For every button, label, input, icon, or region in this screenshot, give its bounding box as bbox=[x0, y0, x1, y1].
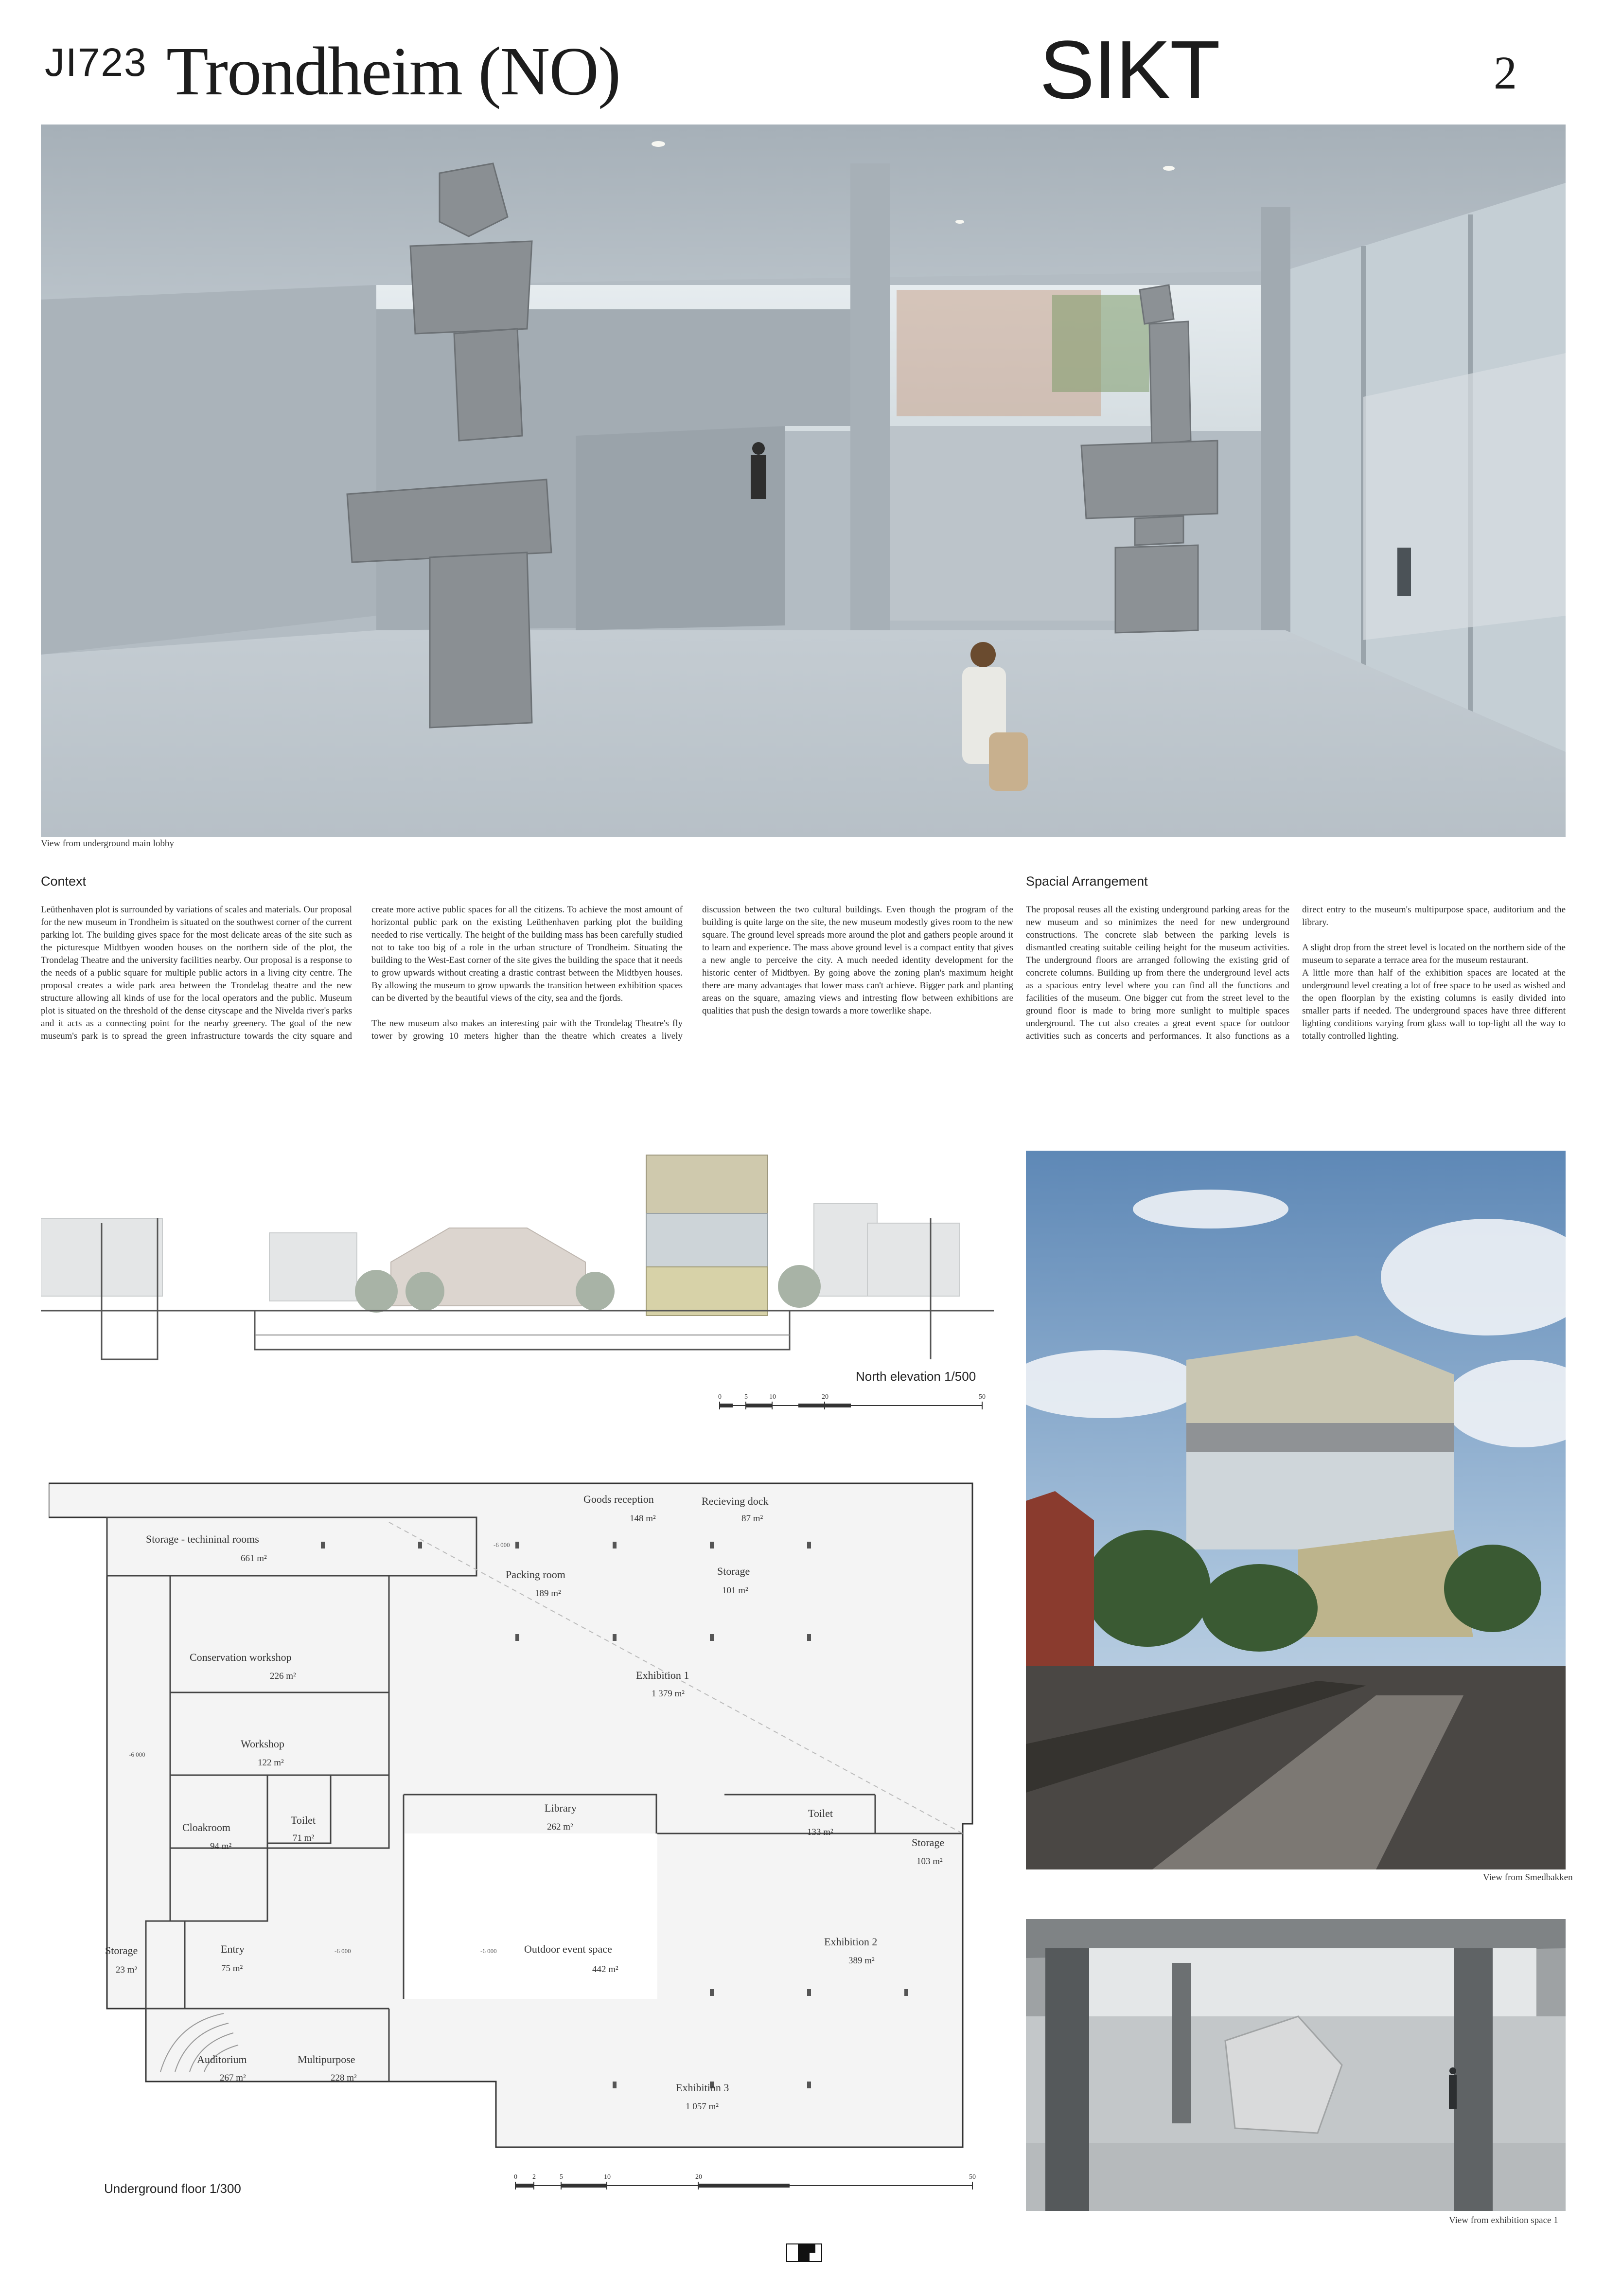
project-name: SIKT bbox=[1040, 24, 1219, 116]
room-area: 267 m² bbox=[220, 2073, 246, 2083]
exhibition-render bbox=[1026, 1919, 1566, 2211]
project-code: JI723 bbox=[45, 40, 147, 85]
scale-tick: 20 bbox=[695, 2173, 702, 2181]
room-area: 23 m² bbox=[116, 1965, 138, 1975]
context-title: Context bbox=[41, 874, 87, 889]
page-number: 2 bbox=[1494, 47, 1517, 99]
room-label: Recieving dock bbox=[702, 1495, 769, 1507]
room-label: Storage - techininal rooms bbox=[146, 1533, 259, 1545]
room-area: 661 m² bbox=[241, 1553, 267, 1564]
room-area: 228 m² bbox=[331, 2073, 357, 2083]
scale-tick: 50 bbox=[979, 1393, 986, 1401]
scale-tick: 20 bbox=[822, 1393, 828, 1401]
scale-tick: 0 bbox=[514, 2173, 517, 2181]
level-marker: -6 000 bbox=[494, 1541, 510, 1548]
room-area: 133 m² bbox=[807, 1827, 833, 1837]
lobby-render bbox=[41, 125, 1566, 837]
context-text bbox=[41, 904, 1013, 1079]
level-marker: -6 000 bbox=[480, 1947, 497, 1955]
project-title: Trondheim (NO) bbox=[166, 33, 620, 109]
room-area: 442 m² bbox=[592, 1964, 618, 1975]
spatial-paragraph: A slight drop from the street level is located on the northern side of the museum to separate a terrace area for the museum restaurant. bbox=[1302, 943, 1566, 965]
room-label: Goods reception bbox=[583, 1493, 654, 1505]
room-label: Auditorium bbox=[197, 2053, 247, 2065]
room-area: 94 m² bbox=[210, 1841, 232, 1851]
room-label: Storage bbox=[717, 1565, 750, 1577]
room-area: 148 m² bbox=[630, 1513, 656, 1524]
spatial-paragraph: The proposal reuses all the existing underground parking areas for the new museum and so minimizes the need for new underground constructions. The concrete slab between the parking levels is dismantled creating suitable ceiling height for the museum activities. The underground floors are arranged following the existing grid of concrete columns. Building up from there the underground level acts as a spacious entry level where you can find all the functions and facilities of the museum. One bigger cut from the street level to the ground floor is made to bring more sunlight to multiple spaces underground. The cut also creates a great event space for outdoor activities such as concerts and performances. It also functions as a direct entry to the museum's multipurpose space, auditorium and the library. bbox=[1026, 905, 1566, 1041]
room-label: Outdoor event space bbox=[524, 1943, 612, 1955]
exhibition-caption: View from exhibition space 1 bbox=[1449, 2215, 1558, 2225]
lobby-caption: View from underground main lobby bbox=[41, 838, 174, 849]
room-area: 122 m² bbox=[258, 1758, 284, 1768]
room-area: 75 m² bbox=[221, 1963, 243, 1974]
room-label: Exhibition 2 bbox=[824, 1936, 878, 1948]
north-arrow-icon bbox=[786, 2243, 822, 2262]
room-area: 189 m² bbox=[535, 1588, 561, 1599]
north-elevation-drawing bbox=[41, 1145, 994, 1388]
elevation-label: North elevation 1/500 bbox=[856, 1369, 976, 1384]
room-label: Conservation workshop bbox=[190, 1651, 292, 1663]
room-label: Cloakroom bbox=[182, 1821, 230, 1833]
scale-tick: 5 bbox=[744, 1393, 748, 1401]
context-paragraph: Leüthenhaven plot is surrounded by variations of scales and materials. Our proposal for the new museum in Trondheim is situated on the southwest corner of the current parking lot. The building gives space for the most delicate areas of the site such as the picturesque Midtbyen wooden houses on the northern side of the plot, the Trondelag Theatre and the university facilities nearby. Our proposal is a response to the needs of a public square for multiple public actors in a living city centre. The proposal creates a wide park area between the Trondelag theatre and the new structure allowing all kinds of use for the local operators and the public. Museum plot is situated on the threshold of the dense cityscape and the Nivelda river's parks and it acts as a connecting point for the nearby greenery. The goal of the new museum's park is to spread the green infrastructure towards the city square and create more active public spaces for all the citizens. To achieve the most amount of horizontal public park on the existing Leüthenhaven parking plot the building needed to rise vertically. The height of the building mass has been carefully studied not to take too big of a role in the urban structure of Trondheim. Situating the building to the West-East corner of the site gives the building the space that it needs to grow upwards without creating a drastic contrast between the Midtbyen houses. By allowing the museum to grow upwards the transition between exhibition spaces can be diverted by the beautiful views of the city, sea and the fjords. bbox=[41, 905, 683, 1041]
room-label: Workshop bbox=[241, 1738, 284, 1750]
room-area: 262 m² bbox=[547, 1822, 573, 1832]
room-label: Exhibition 3 bbox=[676, 2082, 729, 2094]
exterior-render bbox=[1026, 1151, 1566, 1869]
scale-tick: 50 bbox=[969, 2173, 976, 2181]
room-label: Packing room bbox=[506, 1568, 565, 1581]
plan-scale-bar bbox=[506, 2169, 982, 2198]
exterior-caption: View from Smedbakken bbox=[1483, 1872, 1573, 1883]
elevation-scale-bar bbox=[710, 1391, 992, 1420]
room-area: 1 057 m² bbox=[686, 2101, 719, 2112]
room-area: 389 m² bbox=[848, 1956, 875, 1966]
room-area: 103 m² bbox=[917, 1856, 943, 1867]
room-label: Storage bbox=[912, 1836, 945, 1849]
plan-labels bbox=[49, 1464, 982, 2154]
scale-tick: 10 bbox=[769, 1393, 776, 1401]
plan-label: Underground floor 1/300 bbox=[104, 2181, 241, 2196]
scale-tick: 0 bbox=[718, 1393, 722, 1401]
room-label: Toilet bbox=[291, 1814, 316, 1826]
room-label: Multipurpose bbox=[298, 2053, 355, 2065]
room-area: 101 m² bbox=[722, 1585, 748, 1596]
room-label: Exhibition 1 bbox=[636, 1669, 689, 1681]
room-label: Storage bbox=[105, 1944, 138, 1957]
room-label: Library bbox=[545, 1802, 577, 1814]
scale-tick: 10 bbox=[604, 2173, 611, 2181]
spatial-text bbox=[1026, 904, 1566, 1088]
room-area: 226 m² bbox=[270, 1671, 296, 1681]
scale-tick: 5 bbox=[560, 2173, 563, 2181]
room-label: Entry bbox=[221, 1943, 245, 1955]
level-marker: -6 000 bbox=[335, 1947, 351, 1955]
room-area: 87 m² bbox=[741, 1513, 763, 1524]
room-label: Toilet bbox=[808, 1807, 833, 1819]
room-area: 71 m² bbox=[293, 1833, 315, 1843]
room-area: 1 379 m² bbox=[652, 1689, 685, 1699]
level-marker: -6 000 bbox=[129, 1751, 145, 1758]
scale-tick: 2 bbox=[532, 2173, 536, 2181]
context-paragraph: The new museum also makes an interesting pair with the Trondelag Theatre's fly tower by growing 10 meters higher than the theatre which creates a lively discussion between the two cultural buildings. Even though the program of the building is quite large on the site, the new museum modestly gives room to the new square. The ground level spreads more around the plot and gathers people around it to learn and experience. The mass above ground level is a compact entity that gives a new angle to perceive the city. A much needed identity development for the historic center of Midtbyen. By going above the zoning plan's maximum height there are many advantages that lower mass can't achieve. Bigger park and planting areas on the square, amazing views and intresting flow between exhibitions are qualities that push the design towards a more towerlike shape. bbox=[371, 905, 1013, 1041]
spatial-paragraph: A little more than half of the exhibition spaces are located at the underground level creating a lot of free space to be used as wished and the open floorplan by the existing columns is easily divided into smaller parts if needed. The underground spaces have three different lighting conditions varying from glass wall to top-light all the way to totally controlled lighting. bbox=[1302, 968, 1566, 1041]
spatial-title: Spacial Arrangement bbox=[1026, 874, 1148, 889]
